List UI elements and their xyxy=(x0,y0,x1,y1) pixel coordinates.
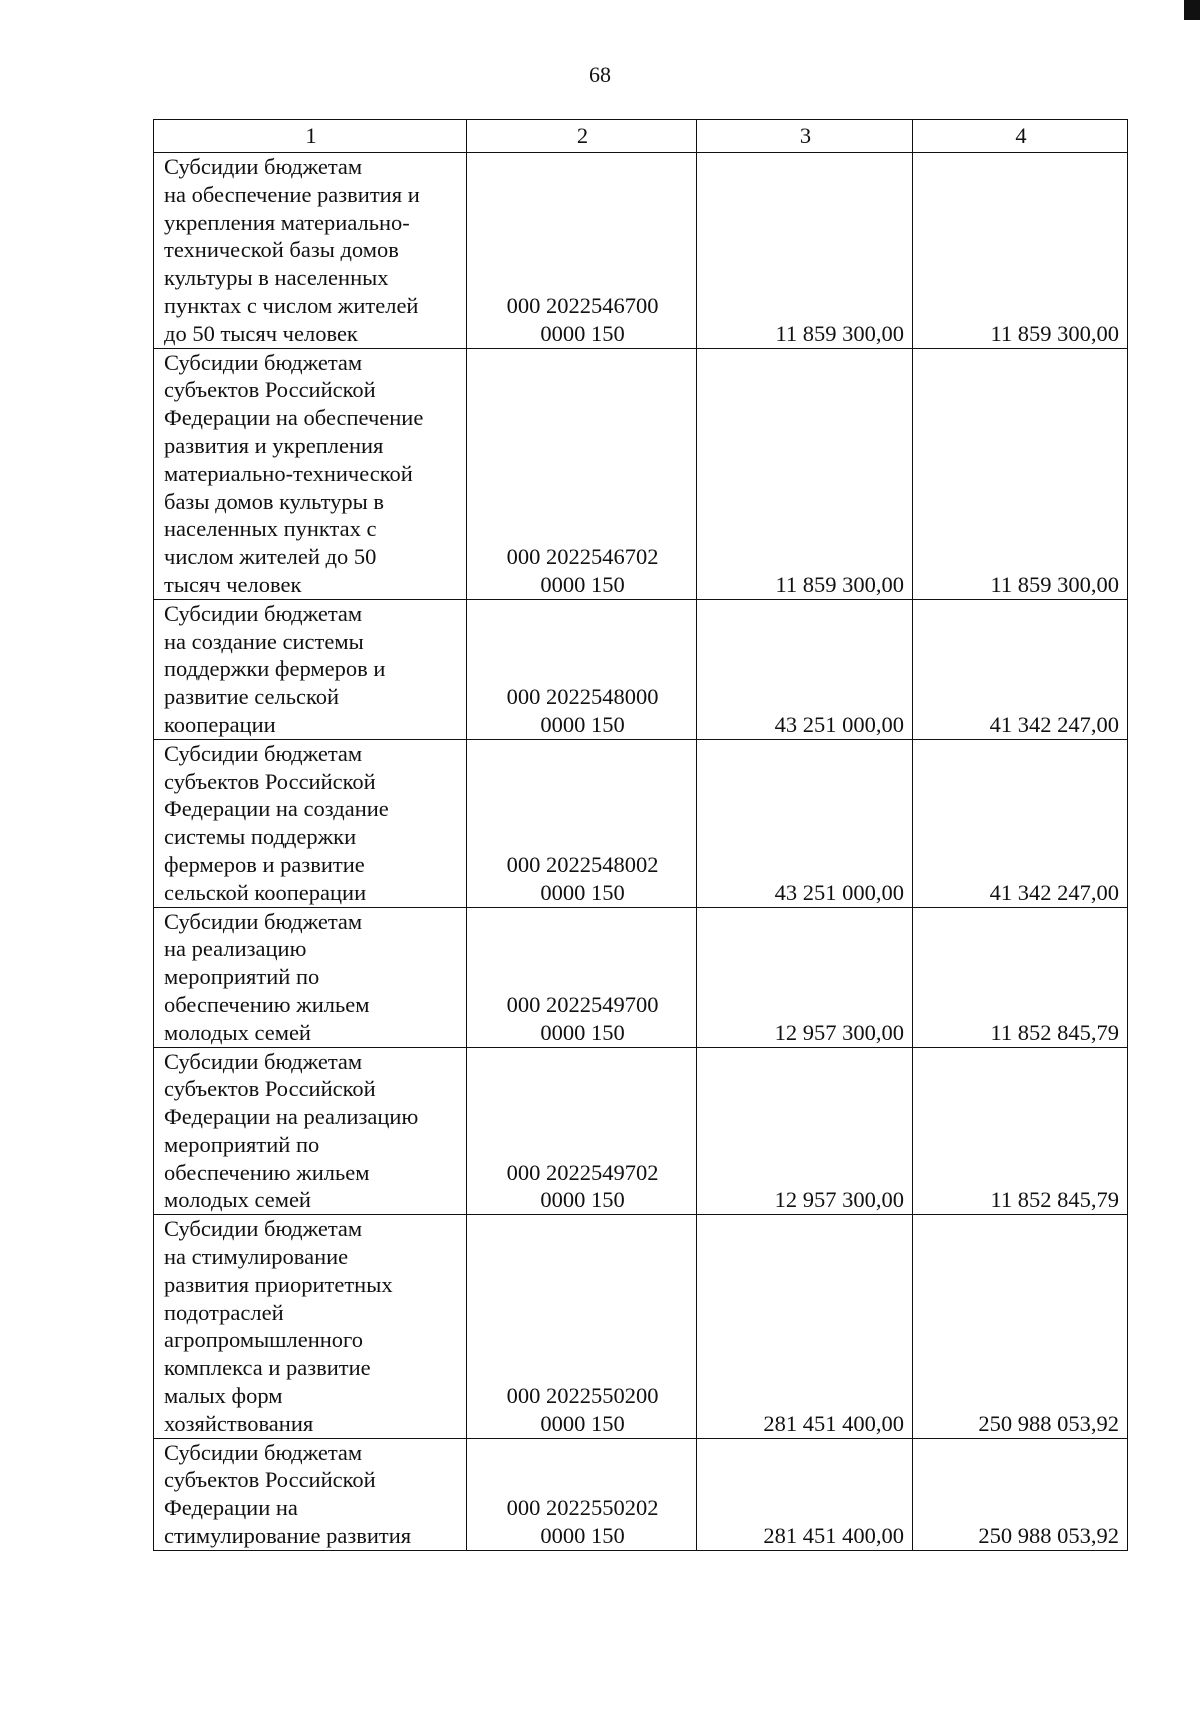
table-row xyxy=(154,1438,1128,1550)
row-name: Субсидии бюджетам субъектов Российской Федерации на стимулирование развития xyxy=(154,1438,467,1550)
row-amount-col4: 11 859 300,00 xyxy=(913,153,1128,349)
row-name: Субсидии бюджетам на обеспечение развития и укрепления материально- технической базы домов культуры в населенных пунктах с числом жителей до 50 тысяч человек xyxy=(154,153,467,349)
row-code: 000 2022550202 0000 150 xyxy=(467,1438,697,1550)
row-code: 000 2022548002 0000 150 xyxy=(467,739,697,907)
table-row xyxy=(154,1215,1128,1438)
row-amount-col3: 12 957 300,00 xyxy=(697,907,913,1047)
row-amount-col4: 41 342 247,00 xyxy=(913,739,1128,907)
column-header-3: 3 xyxy=(697,120,913,153)
table-header-row xyxy=(154,120,1128,153)
row-code: 000 2022546702 0000 150 xyxy=(467,348,697,599)
row-amount-col4: 11 852 845,79 xyxy=(913,907,1128,1047)
row-code: 000 2022549700 0000 150 xyxy=(467,907,697,1047)
table-row xyxy=(154,348,1128,599)
row-name: Субсидии бюджетам субъектов Российской Федерации на реализацию мероприятий по обеспечению жильем молодых семей xyxy=(154,1047,467,1215)
column-header-2: 2 xyxy=(467,120,697,153)
budget-table xyxy=(153,119,1128,1551)
row-code: 000 2022548000 0000 150 xyxy=(467,599,697,739)
row-name: Субсидии бюджетам на стимулирование развития приоритетных подотраслей агропромышленного комплекса и развитие малых форм хозяйствования xyxy=(154,1215,467,1438)
row-amount-col3: 281 451 400,00 xyxy=(697,1215,913,1438)
row-code: 000 2022550200 0000 150 xyxy=(467,1215,697,1438)
row-amount-col4: 250 988 053,92 xyxy=(913,1215,1128,1438)
table-row xyxy=(154,1047,1128,1215)
row-amount-col4: 41 342 247,00 xyxy=(913,599,1128,739)
row-name: Субсидии бюджетам на реализацию мероприятий по обеспечению жильем молодых семей xyxy=(154,907,467,1047)
row-amount-col3: 11 859 300,00 xyxy=(697,348,913,599)
row-amount-col4: 250 988 053,92 xyxy=(913,1438,1128,1550)
row-amount-col4: 11 852 845,79 xyxy=(913,1047,1128,1215)
row-name: Субсидии бюджетам субъектов Российской Федерации на обеспечение развития и укрепления материально-технической базы домов культуры в населенных пунктах с числом жителей до 50 тысяч человек xyxy=(154,348,467,599)
row-name: Субсидии бюджетам субъектов Российской Федерации на создание системы поддержки фермеров и развитие сельской кооперации xyxy=(154,739,467,907)
row-code: 000 2022546700 0000 150 xyxy=(467,153,697,349)
row-amount-col3: 43 251 000,00 xyxy=(697,599,913,739)
table-row xyxy=(154,739,1128,907)
row-amount-col3: 12 957 300,00 xyxy=(697,1047,913,1215)
scan-corner-mark xyxy=(1184,0,1200,20)
row-code: 000 2022549702 0000 150 xyxy=(467,1047,697,1215)
page-number: 68 xyxy=(589,62,611,87)
row-amount-col4: 11 859 300,00 xyxy=(913,348,1128,599)
table-row xyxy=(154,153,1128,349)
row-amount-col3: 43 251 000,00 xyxy=(697,739,913,907)
column-header-1: 1 xyxy=(154,120,467,153)
table-row xyxy=(154,599,1128,739)
row-name: Субсидии бюджетам на создание системы поддержки фермеров и развитие сельской кооперации xyxy=(154,599,467,739)
table-row xyxy=(154,907,1128,1047)
row-amount-col3: 281 451 400,00 xyxy=(697,1438,913,1550)
row-amount-col3: 11 859 300,00 xyxy=(697,153,913,349)
column-header-4: 4 xyxy=(913,120,1128,153)
